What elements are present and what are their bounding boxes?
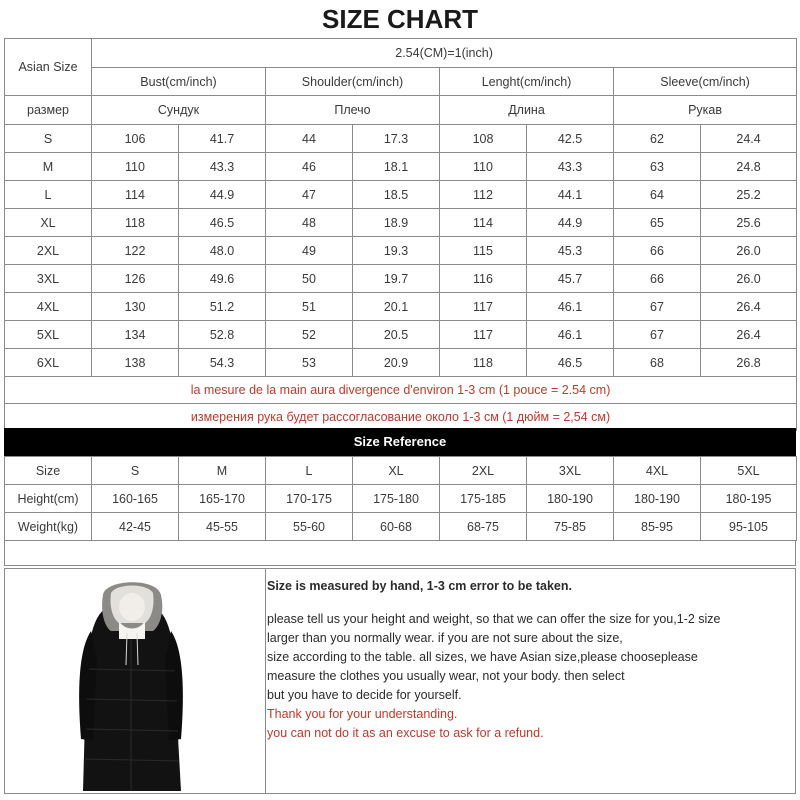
measurement-cell: 18.1 [353,153,440,181]
size-cell: 4XL [5,293,92,321]
measurement-cell: 106 [92,125,179,153]
measurement-cell: 43.3 [527,153,614,181]
measurement-cell: 18.9 [353,209,440,237]
conversion-header: 2.54(CM)=1(inch) [92,39,797,68]
measurement-cell: 46.1 [527,293,614,321]
table-row [5,153,797,181]
measurement-note-ru: измерения рука будет рассогласование около 1-3 см (1 дюйм = 2,54 см) [5,404,797,431]
measurement-cell: 26.4 [701,293,797,321]
measurement-cell: 122 [92,237,179,265]
sleeve-header-ru: Рукав [614,96,797,125]
measurement-cell: 46.1 [527,321,614,349]
size-header-ru: размер [5,96,92,125]
measurement-cell: 26.8 [701,349,797,377]
table-row [5,125,797,153]
measurement-note-fr: la mesure de la main aura divergence d'environ 1-3 cm (1 pouce = 2.54 cm) [5,377,797,404]
measurement-cell: 19.7 [353,265,440,293]
table-row [5,237,797,265]
size-reference-title: Size Reference [4,428,796,456]
ref-height-cell: 170-175 [266,485,353,513]
ref-weight-cell: 75-85 [527,513,614,541]
size-cell: XL [5,209,92,237]
measurement-cell: 65 [614,209,701,237]
size-reference-table [4,456,797,541]
measurement-cell: 116 [440,265,527,293]
size-notes-panel [4,568,796,794]
measurement-cell: 18.5 [353,181,440,209]
table-row [5,209,797,237]
ref-size-cell: 2XL [440,457,527,485]
measurement-cell: 134 [92,321,179,349]
ref-size-label: Size [5,457,92,485]
measurement-cell: 48 [266,209,353,237]
size-cell: S [5,125,92,153]
ref-size-cell: XL [353,457,440,485]
measurement-cell: 48.0 [179,237,266,265]
size-cell: 6XL [5,349,92,377]
size-notes-text [267,577,787,743]
measurement-cell: 115 [440,237,527,265]
ref-weight-cell: 45-55 [179,513,266,541]
ref-weight-label: Weight(kg) [5,513,92,541]
ref-size-cell: S [92,457,179,485]
measurement-cell: 43.3 [179,153,266,181]
measurement-cell: 46.5 [179,209,266,237]
measurement-cell: 17.3 [353,125,440,153]
measurement-cell: 45.7 [527,265,614,293]
measurement-cell: 47 [266,181,353,209]
measurement-cell: 49 [266,237,353,265]
ref-weight-cell: 42-45 [92,513,179,541]
measurement-cell: 45.3 [527,237,614,265]
notes-line: please tell us your height and weight, so that we can offer the size for you,1-2 size [267,612,721,626]
ref-table-spacer [4,541,796,566]
measurement-cell: 54.3 [179,349,266,377]
size-chart-table [4,38,797,431]
measurement-cell: 44.1 [527,181,614,209]
ref-height-cell: 175-185 [440,485,527,513]
measurement-cell: 118 [440,349,527,377]
shoulder-header: Shoulder(cm/inch) [266,68,440,96]
notes-heading: Size is measured by hand, 1-3 cm error to be taken. [267,579,572,593]
measurement-cell: 51.2 [179,293,266,321]
asian-size-header: Asian Size [5,39,92,96]
ref-height-cell: 180-195 [701,485,797,513]
length-header-ru: Длина [440,96,614,125]
measurement-cell: 24.4 [701,125,797,153]
measurement-cell: 26.4 [701,321,797,349]
measurement-cell: 62 [614,125,701,153]
ref-height-cell: 160-165 [92,485,179,513]
measurement-cell: 110 [92,153,179,181]
measurement-cell: 19.3 [353,237,440,265]
measurement-cell: 110 [440,153,527,181]
measurement-cell: 126 [92,265,179,293]
ref-height-cell: 165-170 [179,485,266,513]
ref-weight-cell: 55-60 [266,513,353,541]
measurement-cell: 20.1 [353,293,440,321]
notes-line: but you have to decide for yourself. [267,688,462,702]
measurement-cell: 51 [266,293,353,321]
notes-line: larger than you normally wear. if you are not sure about the size, [267,631,623,645]
table-row [5,321,797,349]
table-row [5,265,797,293]
sleeve-header: Sleeve(cm/inch) [614,68,797,96]
ref-size-cell: M [179,457,266,485]
measurement-cell: 52.8 [179,321,266,349]
length-header: Lenght(cm/inch) [440,68,614,96]
size-cell: M [5,153,92,181]
measurement-cell: 52 [266,321,353,349]
measurement-cell: 26.0 [701,237,797,265]
ref-size-cell: 5XL [701,457,797,485]
ref-weight-cell: 85-95 [614,513,701,541]
ref-weight-cell: 95-105 [701,513,797,541]
table-row [5,349,797,377]
measurement-cell: 108 [440,125,527,153]
measurement-cell: 67 [614,321,701,349]
ref-height-cell: 180-190 [614,485,701,513]
measurement-cell: 118 [92,209,179,237]
measurement-cell: 117 [440,321,527,349]
page-title: SIZE CHART [322,4,478,34]
ref-weight-cell: 60-68 [353,513,440,541]
bust-header: Bust(cm/inch) [92,68,266,96]
ref-height-cell: 180-190 [527,485,614,513]
measurement-cell: 46 [266,153,353,181]
measurement-cell: 41.7 [179,125,266,153]
notes-line: size according to the table. all sizes, we have Asian size,please chooseplease [267,650,698,664]
measurement-cell: 44.9 [527,209,614,237]
measurement-cell: 112 [440,181,527,209]
measurement-cell: 53 [266,349,353,377]
bust-header-ru: Сундук [92,96,266,125]
size-cell: 3XL [5,265,92,293]
measurement-cell: 20.9 [353,349,440,377]
measurement-cell: 66 [614,265,701,293]
hooded-coat-image [5,569,265,793]
notes-line: measure the clothes you usually wear, not your body. then select [267,669,625,683]
ref-height-label: Height(cm) [5,485,92,513]
measurement-cell: 68 [614,349,701,377]
measurement-cell: 25.6 [701,209,797,237]
notes-thanks-line: Thank you for your understanding. [267,707,458,721]
measurement-cell: 44 [266,125,353,153]
product-photo [5,569,266,793]
measurement-cell: 44.9 [179,181,266,209]
measurement-cell: 25.2 [701,181,797,209]
measurement-cell: 20.5 [353,321,440,349]
measurement-cell: 46.5 [527,349,614,377]
size-cell: 2XL [5,237,92,265]
size-cell: 5XL [5,321,92,349]
notes-refund-line: you can not do it as an excuse to ask for a refund. [267,726,544,740]
measurement-cell: 42.5 [527,125,614,153]
shoulder-header-ru: Плечо [266,96,440,125]
measurement-cell: 117 [440,293,527,321]
ref-size-cell: L [266,457,353,485]
measurement-cell: 24.8 [701,153,797,181]
ref-size-cell: 4XL [614,457,701,485]
size-cell: L [5,181,92,209]
measurement-cell: 49.6 [179,265,266,293]
measurement-cell: 64 [614,181,701,209]
ref-height-cell: 175-180 [353,485,440,513]
ref-size-cell: 3XL [527,457,614,485]
measurement-cell: 114 [92,181,179,209]
measurement-cell: 63 [614,153,701,181]
measurement-cell: 66 [614,237,701,265]
measurement-cell: 67 [614,293,701,321]
measurement-cell: 26.0 [701,265,797,293]
table-row [5,293,797,321]
measurement-cell: 138 [92,349,179,377]
measurement-cell: 114 [440,209,527,237]
measurement-cell: 50 [266,265,353,293]
measurement-cell: 130 [92,293,179,321]
table-row [5,181,797,209]
ref-weight-cell: 68-75 [440,513,527,541]
